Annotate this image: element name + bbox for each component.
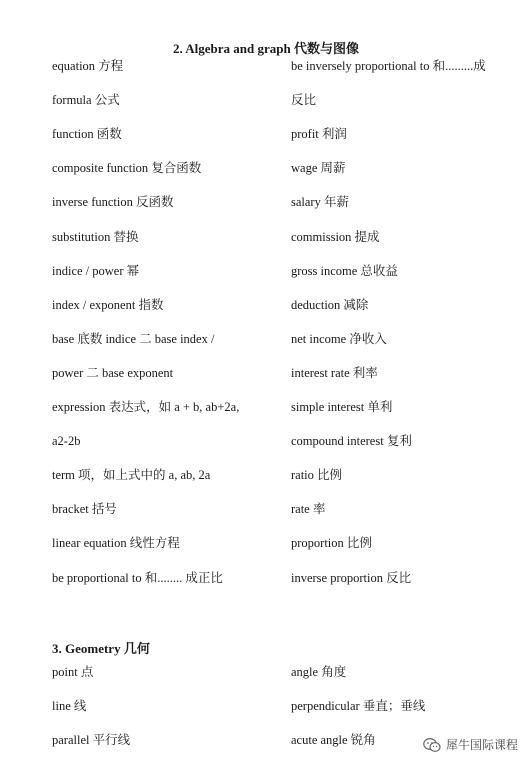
vocab-entry: simple interest 单利 bbox=[291, 400, 393, 414]
vocab-entry: be inversely proportional to 和.........成 bbox=[291, 59, 486, 73]
vocab-entry: acute angle 锐角 bbox=[291, 733, 376, 747]
vocab-entry: parallel 平行线 bbox=[52, 733, 131, 747]
wechat-icon bbox=[423, 737, 441, 753]
vocab-entry: rate 率 bbox=[291, 502, 326, 517]
vocab-entry: point 点 bbox=[52, 665, 94, 679]
vocab-entry: interest rate 利率 bbox=[291, 365, 378, 380]
vocab-entry: salary 年薪 bbox=[291, 195, 349, 210]
vocab-entry: equation 方程 bbox=[52, 59, 124, 73]
watermark bbox=[423, 736, 518, 753]
vocab-entry: inverse proportion 反比 bbox=[291, 570, 412, 585]
vocab-entry: expression 表达式，如 a + b, ab+2a, bbox=[52, 400, 240, 414]
vocab-entry: index / exponent 指数 bbox=[52, 297, 164, 312]
vocab-entry: angle 角度 bbox=[291, 665, 347, 679]
vocab-entry: indice / power 幂 bbox=[52, 263, 140, 278]
vocab-entry: compound interest 复利 bbox=[291, 434, 412, 449]
vocab-entry: ratio 比例 bbox=[291, 468, 343, 483]
section-2-title: 2. Algebra and graph 代数与图像 bbox=[173, 41, 359, 56]
vocab-entry: 反比 bbox=[291, 93, 317, 108]
vocab-entry: base 底数 indice 二 base index / bbox=[52, 331, 215, 346]
section-3-title: 3. Geometry 几何 bbox=[52, 641, 150, 656]
vocab-entry: net income 净收入 bbox=[291, 331, 387, 346]
vocab-entry: line 线 bbox=[52, 699, 87, 713]
vocab-entry: wage 周薪 bbox=[291, 161, 346, 176]
vocab-entry: inverse function 反函数 bbox=[52, 195, 174, 210]
vocab-entry: bracket 括号 bbox=[52, 502, 117, 517]
vocab-entry: substitution 替换 bbox=[52, 229, 139, 244]
vocab-entry: composite function 复合函数 bbox=[52, 161, 202, 176]
vocab-entry: a2-2b bbox=[52, 434, 81, 449]
watermark-text: 犀牛国际课程 bbox=[445, 738, 518, 752]
vocab-entry: linear equation 线性方程 bbox=[52, 536, 180, 551]
vocab-entry: function 函数 bbox=[52, 127, 122, 142]
vocab-entry: proportion 比例 bbox=[291, 536, 372, 551]
vocab-entry: perpendicular 垂直；垂线 bbox=[291, 699, 426, 713]
vocab-entry: gross income 总收益 bbox=[291, 263, 398, 278]
vocab-entry: term 项，如上式中的 a, ab, 2a bbox=[52, 468, 211, 483]
vocab-entry: commission 提成 bbox=[291, 229, 380, 244]
vocab-entry: power 二 base exponent bbox=[52, 365, 174, 380]
vocab-entry: deduction 减除 bbox=[291, 297, 369, 312]
vocab-entry: profit 利润 bbox=[291, 127, 347, 142]
vocab-entry: be proportional to 和........ 成正比 bbox=[52, 570, 223, 585]
vocab-entry: formula 公式 bbox=[52, 93, 120, 108]
